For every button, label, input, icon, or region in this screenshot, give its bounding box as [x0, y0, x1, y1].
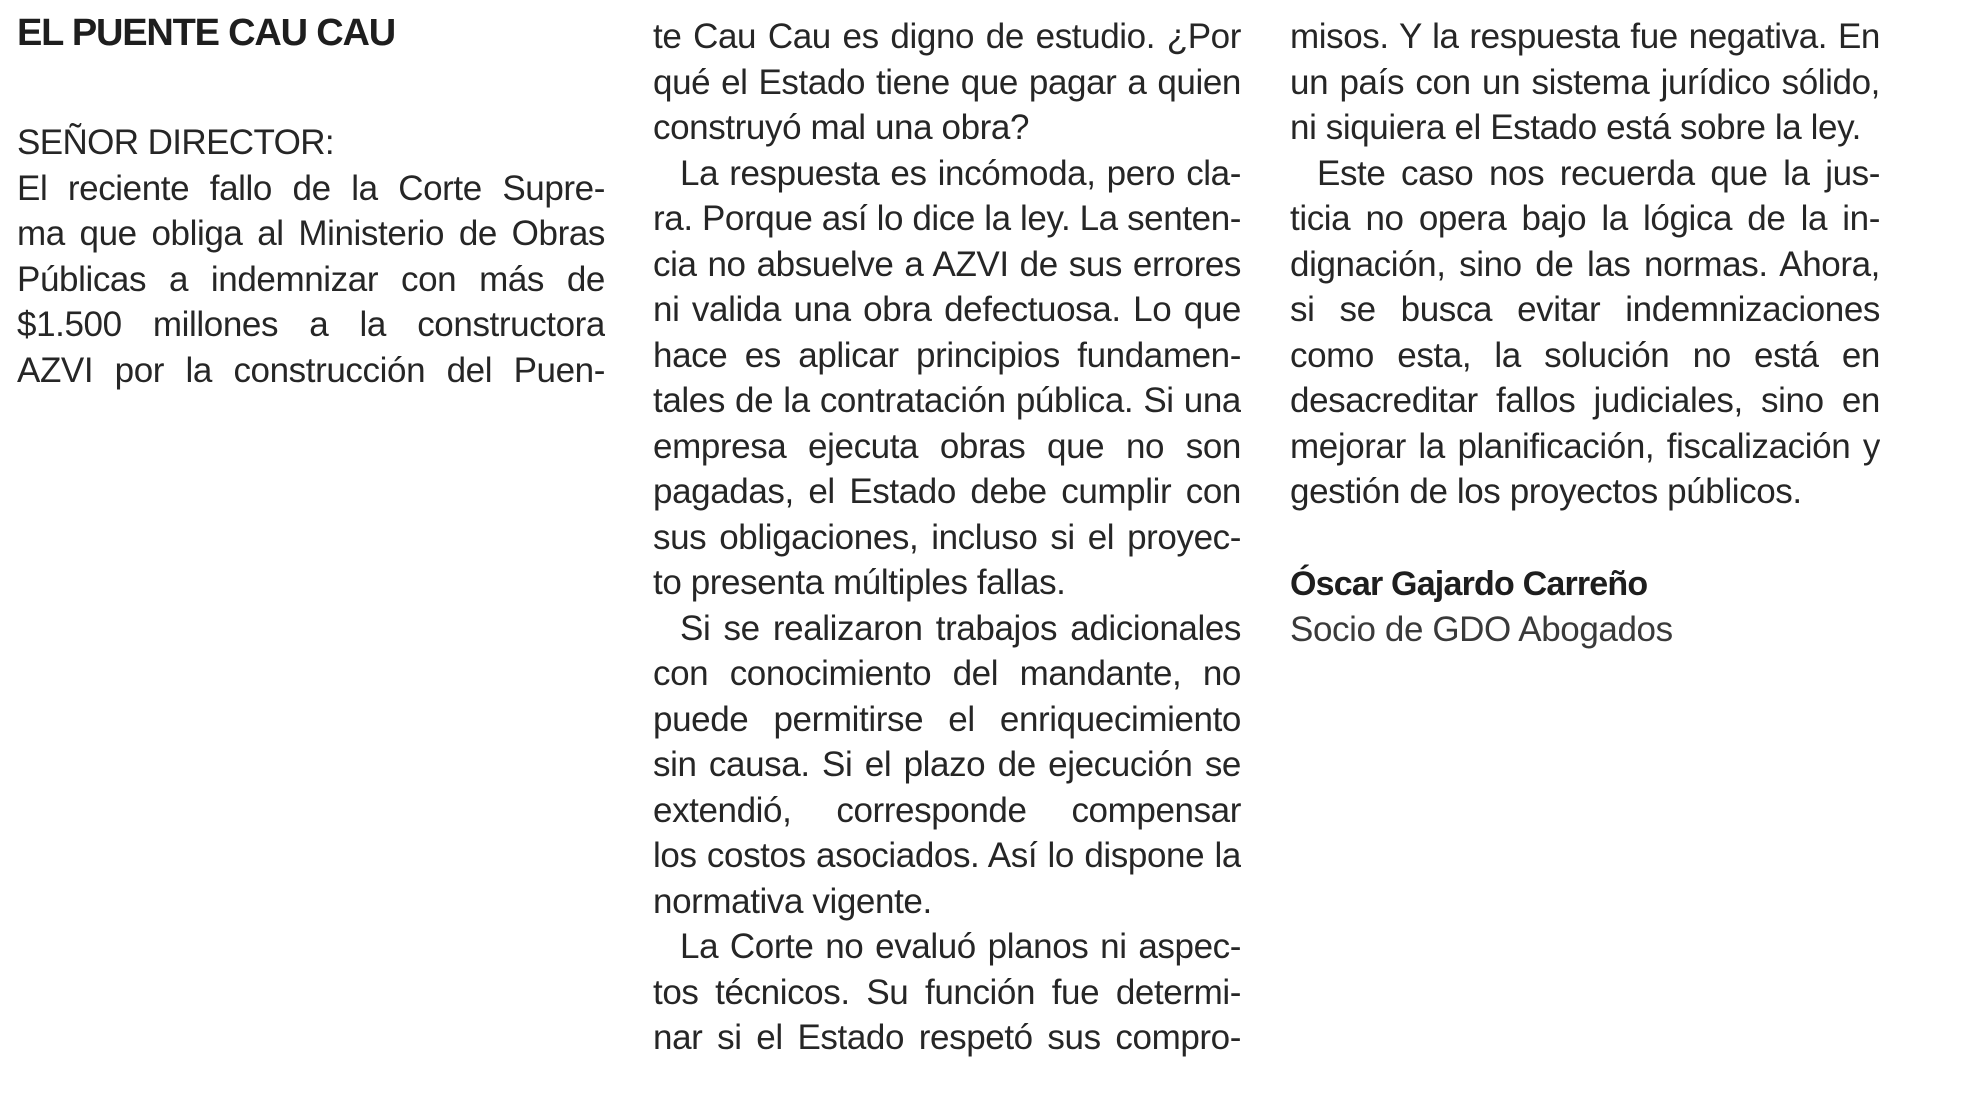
text-line: dignación, sino de las normas. Ahora,	[1290, 244, 1880, 284]
text-line: ni valida una obra defectuosa. Lo que	[653, 290, 1241, 329]
text-line: qué el Estado tiene que pagar a quien	[653, 62, 1241, 102]
paragraph-start-line: Este caso nos recuerda que la jus-	[1317, 153, 1880, 193]
text-line: un país con un sistema jurídico sólido,	[1290, 62, 1880, 102]
text-line: El reciente fallo de la Corte Supre-	[17, 168, 605, 208]
salutation: SEÑOR DIRECTOR:	[17, 123, 335, 162]
paragraph-start-line: Si se realizaron trabajos adicionales	[680, 608, 1241, 648]
text-line: tos técnicos. Su función fue determi-	[653, 972, 1241, 1012]
text-line: tales de la contratación pública. Si una	[653, 381, 1241, 420]
text-line: como esta, la solución no está en	[1290, 335, 1880, 375]
text-line: ticia no opera bajo la lógica de la in-	[1290, 199, 1880, 238]
text-line: puede permitirse el enriquecimiento	[653, 699, 1241, 739]
text-line: los costos asociados. Así lo dispone la	[653, 836, 1241, 875]
text-line: mejorar la planificación, fiscalización y	[1290, 426, 1880, 466]
text-line: sin causa. Si el plazo de ejecución se	[653, 745, 1241, 784]
paragraph-start-line: La respuesta es incómoda, pero cla-	[680, 153, 1241, 193]
text-line: cia no absuelve a AZVI de sus errores	[653, 244, 1241, 284]
text-line: extendió, corresponde compensar	[653, 790, 1241, 830]
text-line: construyó mal una obra?	[653, 108, 1030, 147]
text-line: pagadas, el Estado debe cumplir con	[653, 472, 1241, 511]
text-line: hace es aplicar principios fundamen-	[653, 335, 1241, 375]
column-3	[1290, 14, 1880, 652]
column-1	[17, 14, 605, 393]
text-line: te Cau Cau es digno de estudio. ¿Por	[653, 17, 1241, 56]
text-line: empresa ejecuta obras que no son	[653, 426, 1241, 466]
text-line: Públicas a indemnizar con más de	[17, 259, 605, 299]
text-line: ni siquiera el Estado está sobre la ley.	[1290, 108, 1861, 147]
text-line: to presenta múltiples fallas.	[653, 563, 1066, 602]
signature-role: Socio de GDO Abogados	[1290, 609, 1673, 649]
text-line: nar si el Estado respetó sus compro-	[653, 1018, 1241, 1057]
text-line: sus obligaciones, incluso si el proyec-	[653, 517, 1241, 557]
text-line: misos. Y la respuesta fue negativa. En	[1290, 17, 1880, 56]
text-line: con conocimiento del mandante, no	[653, 654, 1241, 693]
text-line: ra. Porque así lo dice la ley. La senten-	[653, 199, 1241, 238]
text-line: AZVI por la construcción del Puen-	[17, 350, 605, 390]
text-line: si se busca evitar indemnizaciones	[1290, 290, 1880, 329]
text-line: desacreditar fallos judiciales, sino en	[1290, 381, 1880, 420]
paragraph-start-line: La Corte no evaluó planos ni aspec-	[680, 927, 1241, 966]
column-2	[653, 14, 1241, 1061]
text-line: $1.500 millones a la constructora	[17, 305, 605, 344]
signature-name: Óscar Gajardo Carreño	[1290, 564, 1648, 603]
headline: EL PUENTE CAU CAU	[17, 12, 395, 54]
text-line: gestión de los proyectos públicos.	[1290, 472, 1802, 511]
text-line: normativa vigente.	[653, 881, 932, 921]
text-line: ma que obliga al Ministerio de Obras	[17, 214, 605, 253]
